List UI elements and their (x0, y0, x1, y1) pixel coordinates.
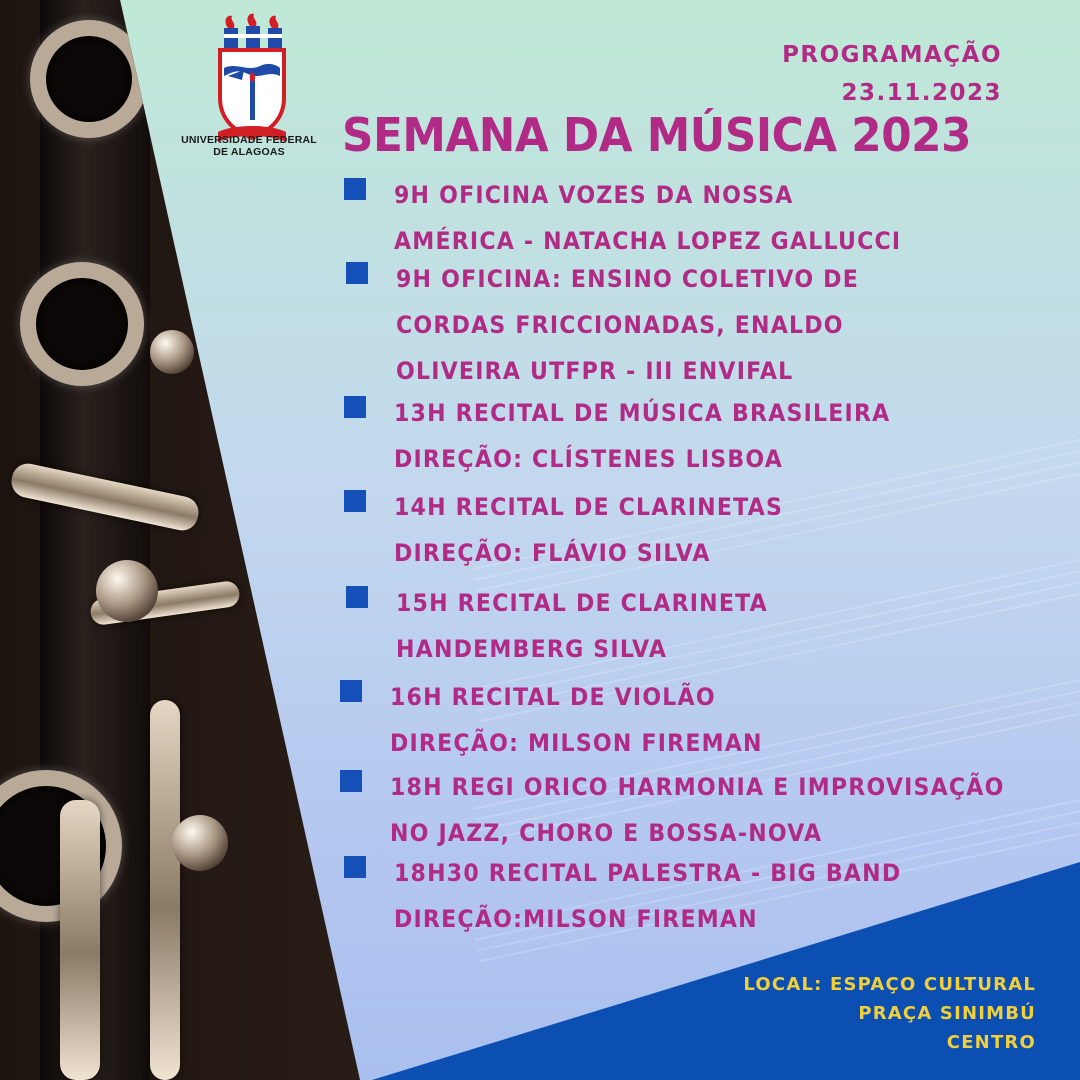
clarinet-key-ball (96, 560, 158, 622)
schedule-item-text: 18H30 RECITAL PALESTRA - BIG BAND DIREÇÃO:MILSON FIREMAN (394, 859, 902, 933)
university-name-line: UNIVERSIDADE FEDERAL (181, 134, 317, 146)
clarinet-key (150, 700, 180, 1080)
schedule-item-text: 18H REGI ORICO HARMONIA E IMPROVISAÇÃO NO JAZZ, CHORO E BOSSA-NOVA (390, 773, 1005, 847)
event-title: SEMANA DA MÚSICA 2023 (342, 108, 972, 162)
program-label: PROGRAMAÇÃO (782, 42, 1002, 68)
clarinet-key-ball (150, 330, 194, 374)
location-block (743, 970, 1036, 1057)
bullet-square (344, 490, 366, 512)
university-name (176, 134, 322, 158)
bullet-square (340, 680, 362, 702)
schedule-item-text: 14H RECITAL DE CLARINETAS DIREÇÃO: FLÁVIO SILVA (394, 493, 784, 567)
bullet-square (340, 770, 362, 792)
clarinet-key (60, 800, 100, 1080)
bullet-square (344, 396, 366, 418)
bullet-square (344, 856, 366, 878)
bullet-square (344, 178, 366, 200)
torch-icon (250, 80, 255, 120)
bullet-square (346, 262, 368, 284)
university-name-line: DE ALAGOAS (213, 146, 285, 158)
tower-icon (224, 26, 282, 50)
clarinet-tone-hole (20, 262, 144, 386)
schedule-item-text: 15H RECITAL DE CLARINETA HANDEMBERG SILVA (396, 589, 768, 663)
clarinet-tone-hole (30, 20, 148, 138)
schedule-item-text: 16H RECITAL DE VIOLÃO DIREÇÃO: MILSON FIREMAN (390, 683, 763, 757)
bullet-square (346, 586, 368, 608)
clarinet-key-ball (172, 815, 228, 871)
schedule-item-text: 13H RECITAL DE MÚSICA BRASILEIRA DIREÇÃO: CLÍSTENES LISBOA (394, 399, 891, 473)
location-line: CENTRO (946, 1032, 1036, 1053)
schedule-item-text: 9H OFICINA VOZES DA NOSSA AMÉRICA - NATACHA LOPEZ GALLUCCI (394, 181, 902, 255)
flame-icon (225, 14, 278, 28)
program-date: 23.11.2023 (841, 80, 1002, 106)
schedule-item-text: 9H OFICINA: ENSINO COLETIVO DE CORDAS FRICCIONADAS, ENALDO OLIVEIRA UTFPR - III ENVIFAL (396, 265, 859, 385)
location-line: PRAÇA SINIMBÚ (858, 1003, 1036, 1024)
program-header (782, 36, 1002, 112)
location-line: LOCAL: ESPAÇO CULTURAL (743, 974, 1036, 995)
